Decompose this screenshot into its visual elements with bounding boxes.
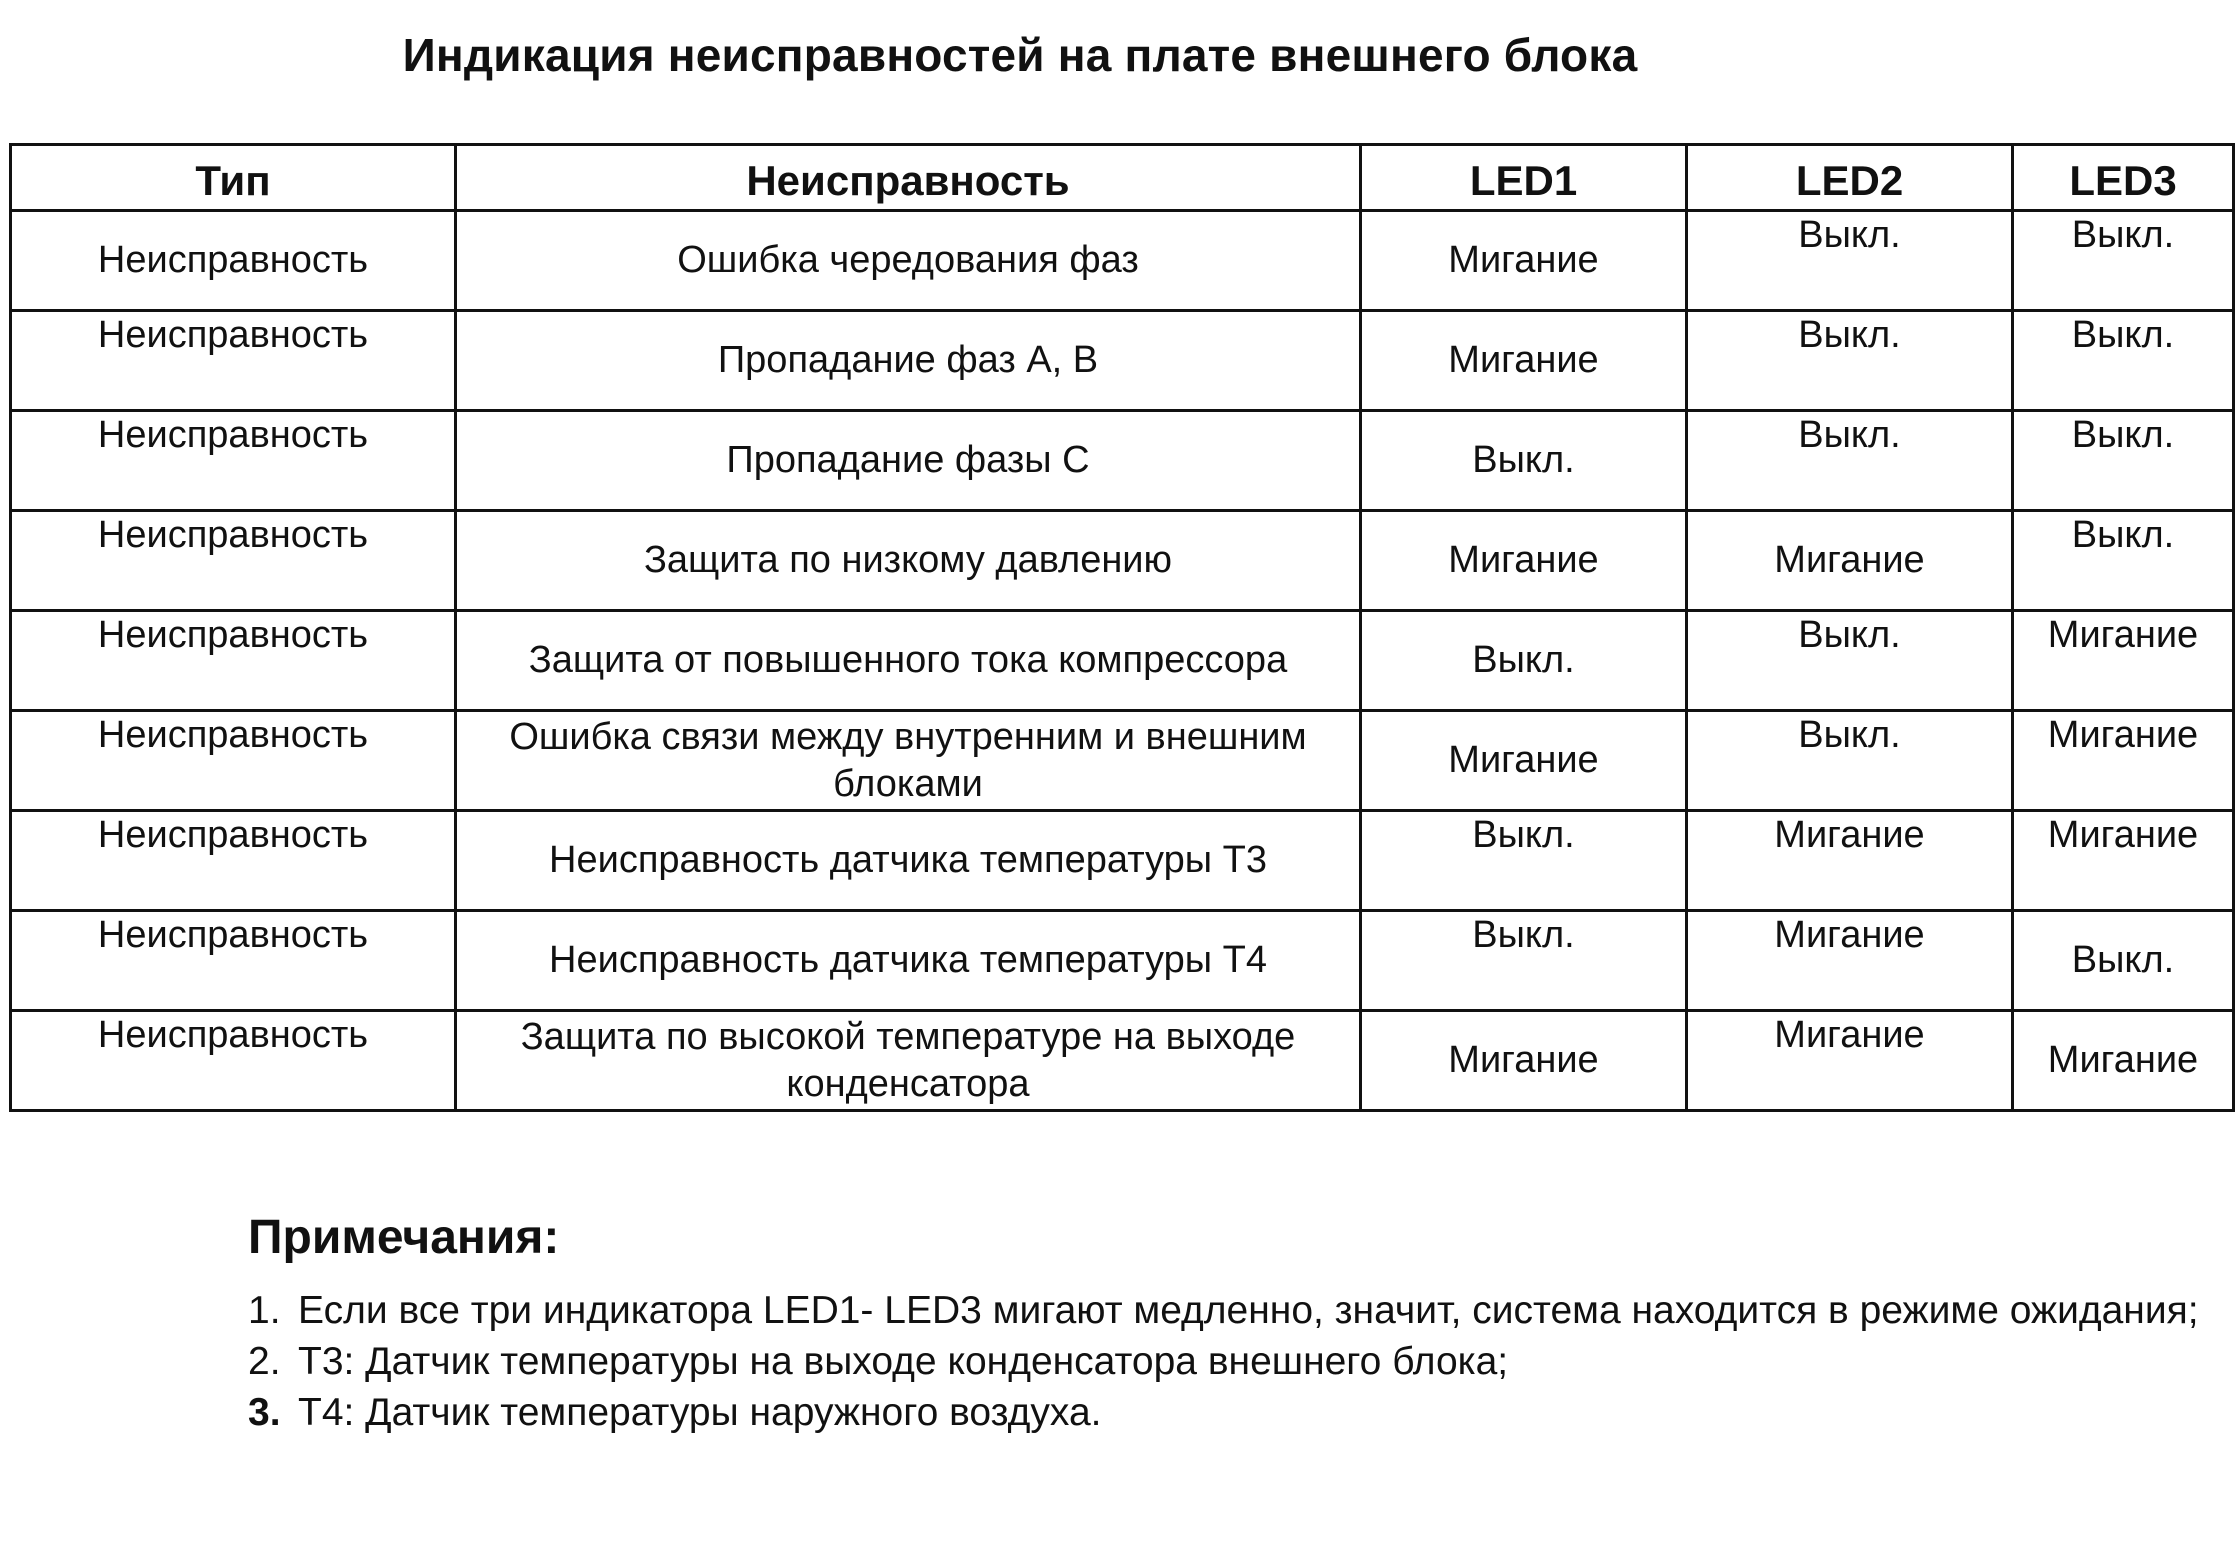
notes-section <box>248 1210 2208 1438</box>
cell-type: Неисправность <box>11 611 456 711</box>
cell-type: Неисправность <box>11 711 456 811</box>
table-row <box>11 911 2234 1011</box>
header-led3: LED3 <box>2013 145 2234 211</box>
cell-led2: Мигание <box>1687 911 2013 1011</box>
cell-fault: Пропадание фаз А, В <box>456 311 1361 411</box>
cell-type: Неисправность <box>11 811 456 911</box>
cell-fault: Неисправность датчика температуры Т4 <box>456 911 1361 1011</box>
note-item <box>248 1336 2208 1387</box>
cell-led1: Выкл. <box>1361 911 1687 1011</box>
cell-fault: Защита от повышенного тока компрессора <box>456 611 1361 711</box>
notes-heading: Примечания: <box>248 1211 560 1264</box>
cell-fault: Пропадание фазы С <box>456 411 1361 511</box>
cell-led2: Выкл. <box>1687 611 2013 711</box>
note-number: 3. <box>248 1391 281 1434</box>
cell-type: Неисправность <box>11 1011 456 1111</box>
cell-type: Неисправность <box>11 511 456 611</box>
cell-led3: Выкл. <box>2013 911 2234 1011</box>
table-header-row <box>11 145 2234 211</box>
note-text: Если все три индикатора LED1- LED3 мигают медленно, значит, система находится в режиме ожидания; <box>298 1289 2199 1332</box>
cell-led3: Мигание <box>2013 611 2234 711</box>
cell-led2: Выкл. <box>1687 711 2013 811</box>
table-row <box>11 1011 2234 1111</box>
header-led1: LED1 <box>1361 145 1687 211</box>
cell-led3: Выкл. <box>2013 411 2234 511</box>
cell-type: Неисправность <box>11 911 456 1011</box>
cell-led1: Мигание <box>1361 311 1687 411</box>
cell-type: Неисправность <box>11 411 456 511</box>
fault-indication-table <box>9 143 2235 1112</box>
header-type: Тип <box>11 145 456 211</box>
table-row <box>11 311 2234 411</box>
cell-led1: Выкл. <box>1361 611 1687 711</box>
cell-led1: Выкл. <box>1361 811 1687 911</box>
cell-led3: Мигание <box>2013 711 2234 811</box>
header-fault: Неисправность <box>456 145 1361 211</box>
cell-led3: Выкл. <box>2013 311 2234 411</box>
table-row <box>11 711 2234 811</box>
note-number: 2. <box>248 1340 281 1383</box>
cell-fault: Защита по высокой температуре на выходе конденсатора <box>456 1011 1361 1111</box>
cell-fault: Защита по низкому давлению <box>456 511 1361 611</box>
cell-fault: Неисправность датчика температуры Т3 <box>456 811 1361 911</box>
cell-led2: Мигание <box>1687 1011 2013 1111</box>
table-row <box>11 611 2234 711</box>
cell-led2: Выкл. <box>1687 411 2013 511</box>
cell-led1: Мигание <box>1361 1011 1687 1111</box>
cell-led1: Мигание <box>1361 211 1687 311</box>
cell-led3: Выкл. <box>2013 211 2234 311</box>
page-title: Индикация неисправностей на плате внешнего блока <box>402 29 1638 81</box>
cell-led2: Выкл. <box>1687 311 2013 411</box>
cell-led1: Мигание <box>1361 711 1687 811</box>
cell-led2: Мигание <box>1687 511 2013 611</box>
note-item <box>248 1285 2208 1336</box>
note-item <box>248 1387 2208 1438</box>
cell-led1: Выкл. <box>1361 411 1687 511</box>
cell-led3: Мигание <box>2013 811 2234 911</box>
table-row <box>11 211 2234 311</box>
cell-led2: Мигание <box>1687 811 2013 911</box>
cell-type: Неисправность <box>11 211 456 311</box>
table-row <box>11 511 2234 611</box>
cell-led3: Выкл. <box>2013 511 2234 611</box>
note-text: Т3: Датчик температуры на выходе конденсатора внешнего блока; <box>298 1340 1509 1383</box>
table-row <box>11 811 2234 911</box>
note-number: 1. <box>248 1289 281 1332</box>
note-text: Т4: Датчик температуры наружного воздуха. <box>298 1391 1102 1434</box>
header-led2: LED2 <box>1687 145 2013 211</box>
cell-led1: Мигание <box>1361 511 1687 611</box>
cell-fault: Ошибка чередования фаз <box>456 211 1361 311</box>
cell-type: Неисправность <box>11 311 456 411</box>
cell-fault: Ошибка связи между внутренним и внешним блоками <box>456 711 1361 811</box>
table-row <box>11 411 2234 511</box>
cell-led3: Мигание <box>2013 1011 2234 1111</box>
cell-led2: Выкл. <box>1687 211 2013 311</box>
